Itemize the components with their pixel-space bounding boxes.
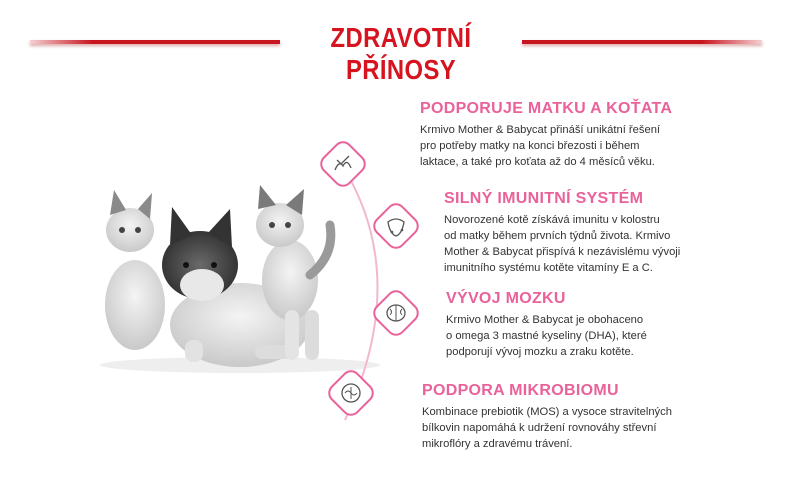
benefit-text: Krmivo Mother & Babycat je obohaceno o omega 3 mastné kyseliny (DHA), které podporují vývoj mozku a zraku kotěte. xyxy=(446,314,647,358)
benefit-brain-development xyxy=(446,290,647,360)
benefit-title: SILNÝ IMUNITNÍ SYSTÉM xyxy=(444,190,644,207)
shield-immunity-icon xyxy=(370,200,422,252)
benefit-title: PODPORUJE MATKU A KOŤATA xyxy=(420,100,673,117)
benefit-title: VÝVOJ MOZKU xyxy=(446,290,566,307)
benefit-immune-system xyxy=(444,190,680,276)
benefit-title: PODPORA MIKROBIOMU xyxy=(422,382,619,399)
benefit-text: Novorozené kotě získává imunitu v kolostru od matky během prvních týdnů života. Krmivo Mother & Babycat přispívá k nezávislému vývoji imunitního systému kotěte vitamíny E a C. xyxy=(444,214,681,274)
microbiome-icon xyxy=(325,367,377,419)
benefit-microbiome xyxy=(422,382,672,452)
page-title: ZDRAVOTNÍ PŘÍNOSY xyxy=(330,22,472,85)
benefit-text: Kombinace prebiotik (MOS) a vysoce stravitelných bílkovin napomáhá k udržení rovnováhy střevní mikroflóry a zdravému trávení. xyxy=(422,406,672,450)
benefit-mother-kittens xyxy=(420,100,672,170)
benefit-text: Krmivo Mother & Babycat přináší unikátní řešení pro potřeby matky na konci březosti i během laktace, a také pro koťata až do 4 měsíců věku. xyxy=(420,124,661,168)
brain-icon xyxy=(370,287,422,339)
mother-kitten-icon xyxy=(317,138,369,190)
